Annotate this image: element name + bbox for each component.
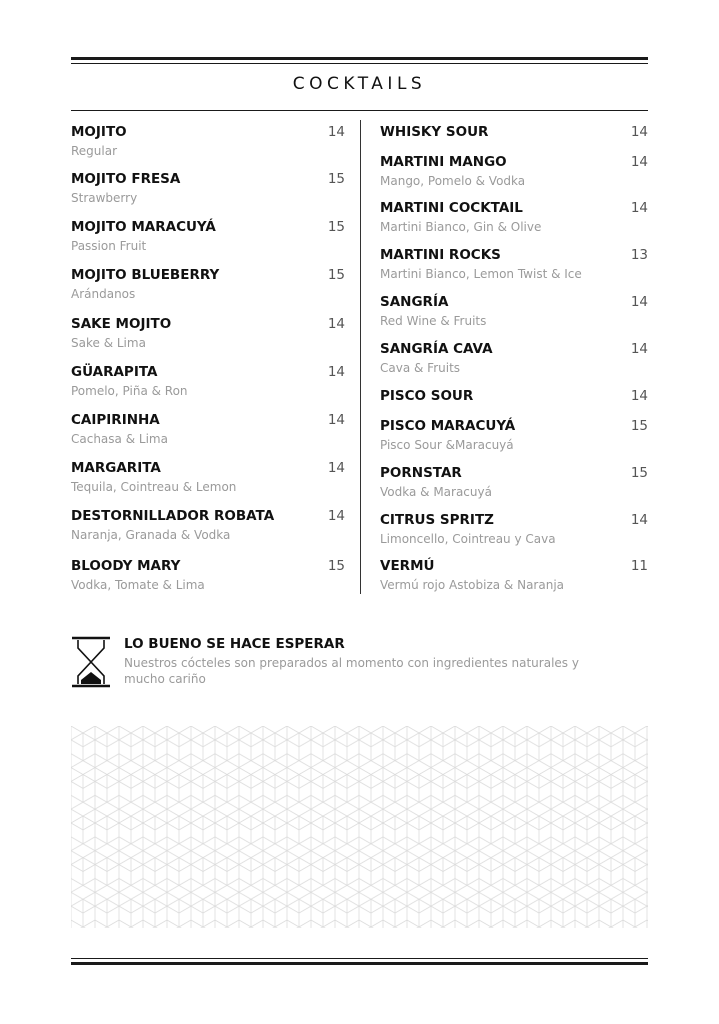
item-price: 14 — [630, 200, 648, 216]
geometric-pattern — [71, 726, 648, 928]
item-description: Red Wine & Fruits — [380, 314, 487, 328]
item-price: 11 — [630, 558, 648, 574]
top-rule-thin — [71, 63, 648, 64]
item-description: Cava & Fruits — [380, 361, 461, 375]
item-price: 14 — [630, 294, 648, 310]
item-price: 14 — [327, 508, 345, 524]
item-description: Arándanos — [71, 287, 136, 301]
bottom-rule-thick — [71, 962, 648, 965]
item-description: Pomelo, Piña & Ron — [71, 384, 188, 398]
item-description: Cachasa & Lima — [71, 432, 168, 446]
item-name: DESTORNILLADOR ROBATA — [71, 508, 275, 524]
item-price: 14 — [327, 460, 345, 476]
item-name: VERMÚ — [380, 558, 435, 574]
item-price: 14 — [327, 412, 345, 428]
item-name: MOJITO FRESA — [71, 171, 181, 187]
item-name: MOJITO MARACUYÁ — [71, 219, 216, 235]
item-price: 15 — [327, 219, 345, 235]
item-price: 14 — [327, 364, 345, 380]
item-description: Vermú rojo Astobiza & Naranja — [380, 578, 565, 592]
item-name: PORNSTAR — [380, 465, 462, 481]
item-name: MOJITO — [71, 124, 127, 140]
item-description: Martini Bianco, Lemon Twist & Ice — [380, 267, 582, 281]
item-price: 14 — [327, 124, 345, 140]
item-name: SANGRÍA CAVA — [380, 341, 493, 357]
item-name: MOJITO BLUEBERRY — [71, 267, 220, 283]
item-description: Martini Bianco, Gin & Olive — [380, 220, 542, 234]
item-price: 15 — [327, 558, 345, 574]
item-description: Passion Fruit — [71, 239, 147, 253]
item-name: MARGARITA — [71, 460, 161, 476]
item-name: BLOODY MARY — [71, 558, 181, 574]
item-name: PISCO MARACUYÁ — [380, 418, 516, 434]
item-description: Vodka, Tomate & Lima — [71, 578, 205, 592]
note-title: LO BUENO SE HACE ESPERAR — [124, 636, 345, 652]
item-description: Vodka & Maracuyá — [380, 485, 492, 499]
item-name: MARTINI ROCKS — [380, 247, 501, 263]
item-name: GÜARAPITA — [71, 364, 158, 380]
item-description: Tequila, Cointreau & Lemon — [71, 480, 237, 494]
item-price: 15 — [630, 465, 648, 481]
bottom-rule-thin — [71, 958, 648, 959]
item-description: Limoncello, Cointreau y Cava — [380, 532, 556, 546]
item-price: 14 — [630, 512, 648, 528]
item-name: SANGRÍA — [380, 294, 449, 310]
hourglass-icon — [71, 636, 111, 688]
item-price: 14 — [630, 388, 648, 404]
column-divider — [360, 120, 361, 594]
item-price: 14 — [327, 316, 345, 332]
item-name: MARTINI MANGO — [380, 154, 507, 170]
item-price: 15 — [327, 171, 345, 187]
item-price: 15 — [327, 267, 345, 283]
item-name: CAIPIRINHA — [71, 412, 160, 428]
item-description: Strawberry — [71, 191, 138, 205]
item-price: 14 — [630, 154, 648, 170]
item-price: 15 — [630, 418, 648, 434]
item-description: Regular — [71, 144, 118, 158]
item-description: Pisco Sour &Maracuyá — [380, 438, 514, 452]
item-name: CITRUS SPRITZ — [380, 512, 494, 528]
item-name: MARTINI COCKTAIL — [380, 200, 523, 216]
title-underline — [71, 110, 648, 111]
page-title: COCKTAILS — [292, 74, 427, 94]
item-price: 13 — [630, 247, 648, 263]
item-name: PISCO SOUR — [380, 388, 474, 404]
item-price: 14 — [630, 124, 648, 140]
item-price: 14 — [630, 341, 648, 357]
top-rule-thick — [71, 57, 648, 60]
item-description: Sake & Lima — [71, 336, 146, 350]
item-name: WHISKY SOUR — [380, 124, 489, 140]
note-text: Nuestros cócteles son preparados al momento con ingredientes naturales y mucho cariño — [124, 656, 579, 686]
note-section — [71, 634, 648, 694]
item-description: Mango, Pomelo & Vodka — [380, 174, 526, 188]
item-name: SAKE MOJITO — [71, 316, 172, 332]
item-description: Naranja, Granada & Vodka — [71, 528, 231, 542]
